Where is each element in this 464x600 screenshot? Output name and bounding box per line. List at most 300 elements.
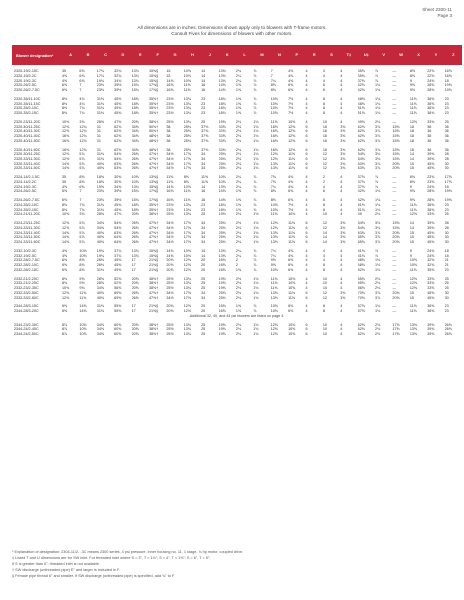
dimension-cell: 36 <box>427 147 432 152</box>
header-col: E <box>132 45 149 65</box>
dimension-cell: 37⅝ <box>201 124 209 129</box>
dimension-cell: 31⅜ <box>96 106 104 111</box>
dimension-cell: 4 <box>340 263 343 268</box>
dimension-cell: 52⅝ <box>114 276 122 281</box>
blower-designation: 2320-33/11-40C <box>14 161 41 166</box>
dimension-cell: 13⅝§ <box>148 175 159 180</box>
dimension-cell: 7⅝ <box>270 180 276 184</box>
dimension-cell: 17⅝§ <box>148 88 159 92</box>
dimension-cell: 30 <box>444 290 449 295</box>
dimension-cell: 20⅝ <box>131 119 139 124</box>
dimension-cell: — <box>392 309 397 314</box>
dimension-cell: 2 <box>322 175 325 180</box>
dimension-cell: 39⅝ <box>427 157 435 161</box>
dimension-cell: 28⅝ <box>96 281 104 286</box>
footnotes <box>12 549 452 579</box>
dimension-cell: 13¾ <box>183 286 191 291</box>
blower-designation: 2344-24/2-50C <box>14 332 39 337</box>
dimension-cell: 6⅝ <box>288 267 294 272</box>
dimension-cell: 50⅝† <box>148 124 159 129</box>
dimension-cell: 1⅛ <box>375 111 381 115</box>
dimension-cell: 12⅝ <box>270 221 278 226</box>
dimension-cell: 14⅝ <box>62 166 70 171</box>
dimension-cell: 15⅝ <box>392 129 400 134</box>
dimension-cell: 9⅝ <box>79 276 85 281</box>
dimension-cell: 34 <box>201 226 206 230</box>
dimension-cell: 36 <box>444 147 449 152</box>
dimension-cell: 31⅜ <box>96 207 104 212</box>
dimension-cell: 1⅛ <box>253 212 259 217</box>
dimension-cell: 34 <box>201 152 206 157</box>
dimension-cell: 11⅝ <box>270 212 278 217</box>
dimension-cell: 8⅝ <box>183 175 189 180</box>
header-col: S <box>323 45 340 65</box>
dimension-cell: 13¾ <box>131 69 139 74</box>
dimension-cell: 23⅜ <box>96 88 104 92</box>
dimension-cell: 12⅝ <box>183 304 191 309</box>
dimension-cell: 54⅝ <box>357 226 365 230</box>
dimension-cell: — <box>392 281 397 286</box>
dimension-cell: 10⅝ <box>218 180 226 184</box>
dimension-cell: — <box>392 119 397 124</box>
dimension-cell: 12¾ <box>79 147 87 152</box>
dimension-cell: 13⅝ <box>270 240 278 245</box>
dimension-cell: 2⅛ <box>235 129 242 134</box>
dimension-cell: 12⅝ <box>62 221 70 226</box>
dimension-cell: 2⅛ <box>235 157 242 161</box>
dimension-cell: 13⅝ <box>270 230 278 235</box>
dimension-cell: ⅞ <box>375 180 379 184</box>
dimension-cell: 17⅝ <box>183 290 191 295</box>
title-line-2: Consult Fives for dimensions of blowers with other motors. <box>171 31 293 37</box>
dimension-cell: 1⅝ <box>235 207 242 212</box>
dimension-cell: — <box>392 78 397 83</box>
dimension-cell: 42⅝ <box>357 198 365 203</box>
dimension-cell: 3⅛ <box>375 157 381 161</box>
dimension-cell: 4 <box>322 78 325 83</box>
dimension-cell: 11⅝ <box>409 106 417 111</box>
dimension-cell: 11⅝ <box>288 290 295 295</box>
dimension-cell: ⅞ <box>253 73 257 78</box>
dimension-cell: 34⅝ <box>96 322 104 327</box>
dimension-cell: 10⅝ <box>288 281 296 286</box>
dimension-cell: 15¾ <box>131 88 139 92</box>
dimension-cell: 34⅝ <box>114 184 122 189</box>
dimension-cell: 13¾ <box>183 101 191 106</box>
dimension-cell: 4 <box>340 203 343 207</box>
dimension-cell: 18⅝ <box>96 180 104 184</box>
dimension-cell: 15 <box>166 69 171 74</box>
dimension-cell: 7¾ <box>79 106 85 111</box>
dimension-cell: 6⅝ <box>288 258 294 263</box>
dimension-cell: 6 <box>305 230 308 235</box>
table-row <box>12 139 462 144</box>
dimension-cell: 25½ <box>166 281 174 286</box>
dimension-cell: 1⅛ <box>375 198 381 203</box>
dimension-cell: 1⅝ <box>235 198 242 203</box>
dimension-cell: 6 <box>305 226 308 230</box>
dimension-cell: ⅞ <box>253 258 257 263</box>
dimension-cell: 12⅝ <box>409 286 417 291</box>
title-line-1: All dimensions are in inches. Dimensions shown apply only to blowers with T-frame motors. <box>137 25 327 30</box>
dimension-cell: 3⅞ <box>375 290 381 295</box>
dimension-cell: 10⅝ <box>79 332 87 337</box>
dimension-cell: 16⅝ <box>166 198 174 203</box>
dimension-cell: 18 <box>409 124 414 129</box>
dimension-cell: 23 <box>201 203 206 207</box>
blower-designation: 2320-40/11-30C <box>14 129 41 134</box>
dimension-cell: 48⅝† <box>148 138 159 143</box>
dimension-cell: 10⅜ <box>62 286 70 291</box>
dimension-cell: 15⅝ <box>392 147 400 152</box>
dimension-cell: 21⅝§ <box>148 263 159 268</box>
dimension-cell: 4 <box>305 175 308 180</box>
dimension-cell: 54⅝ <box>357 221 365 226</box>
dimension-cell: 26⅜ <box>96 258 104 263</box>
dimension-cell: 25 <box>201 332 206 337</box>
dimension-cell: 2⅛ <box>235 295 242 300</box>
dimension-cell: 2⅛ <box>375 322 381 327</box>
blower-designation: 2324-23/11-25C <box>14 221 41 226</box>
dimension-cell: 13⅝ <box>270 290 278 295</box>
dimension-cell: 49⅝ <box>114 267 122 272</box>
dimension-cell: 1⅝ <box>235 267 242 272</box>
dimension-cell: 13¾ <box>183 119 191 124</box>
dimension-cell: 5⅞ <box>79 230 85 235</box>
dimension-cell: 65⅝ <box>357 240 365 245</box>
dimension-cell: 18¾ <box>218 101 226 106</box>
dimension-cell: 36⅝ <box>427 207 435 212</box>
blower-designation: 2320-35/2-15C <box>14 111 39 115</box>
dimension-cell: 4 <box>305 106 308 111</box>
dimension-cell: 15 <box>166 73 171 78</box>
dimension-cell: 25 <box>201 327 206 332</box>
header-col: K <box>219 45 236 65</box>
blower-designation: 2332-28/2-15C <box>14 267 39 272</box>
table-row <box>12 203 462 208</box>
dimension-cell: 28 <box>444 152 449 157</box>
dimension-cell: 25⅜ <box>183 147 191 152</box>
dimension-cell: 13⅜ <box>218 253 226 258</box>
dimension-cell: 1⅝ <box>235 309 242 314</box>
dimension-cell: 10 <box>322 332 327 337</box>
dimension-cell: 15¾ <box>131 83 139 88</box>
dimension-cell: 6⅝ <box>62 304 68 309</box>
dimension-cell: 10⅝ <box>131 180 139 184</box>
footnote: ‡ Listed T and U dimensions are for SW inlet. For threaded inlet where S = 3", T = 1⅛"; S = 4", T = 1⅜"; S = 6", T = 5"; <box>12 556 211 560</box>
dimension-cell: 11⅝ <box>288 240 295 245</box>
dimension-cell: 34 <box>201 240 206 245</box>
dimension-cell: 20⅝ <box>131 327 139 332</box>
dimension-cell: 7 <box>79 198 82 203</box>
dimension-cell: 4 <box>340 253 343 258</box>
dimension-cell: 10⅝ <box>131 175 139 180</box>
dimension-cell: 14⅝ <box>166 253 174 258</box>
dimension-cell: 20⅝ <box>166 258 174 263</box>
dimension-cell: 31⅜ <box>96 267 104 272</box>
dimension-cell: 35 <box>62 180 67 184</box>
table-row <box>12 88 462 93</box>
blower-designation: 2324-33/11-30C <box>14 226 41 230</box>
dimension-cell: 39½ <box>114 198 122 203</box>
dimension-cell: 49⅝ <box>357 119 365 124</box>
dimension-cell: 14⅝ <box>79 304 87 309</box>
dimension-cell: 2 <box>235 263 238 268</box>
dimension-cell: 20⅝ <box>131 281 139 286</box>
dimension-cell: 45⅝ <box>114 203 122 207</box>
dimension-cell: 2¼ <box>235 69 242 74</box>
dimension-cell: 48⅝ <box>357 258 365 263</box>
dimension-cell: 12 <box>322 221 327 226</box>
dimension-cell: 13⅝ <box>270 166 278 171</box>
dimension-cell: 13⅝ <box>270 235 278 240</box>
dimension-cell: 8⅝ <box>270 88 276 92</box>
dimension-cell: 20⅝ <box>131 276 139 281</box>
dimension-cell: 21⅝§ <box>148 309 159 314</box>
dimension-cell: 3⅛ <box>375 221 381 226</box>
dimension-cell: 26⅝ <box>131 295 139 300</box>
blower-designation: 2332-21/2-25C <box>14 281 39 286</box>
dimension-cell: 23⅜ <box>96 189 104 194</box>
dimension-cell: 26⅝ <box>131 152 139 157</box>
dimension-cell: 31⅜ <box>96 309 104 314</box>
dimension-cell: 39⅝ <box>427 152 435 157</box>
dimension-cell: 23⅜ <box>96 198 104 203</box>
dimension-cell: 8⅞ <box>62 322 68 327</box>
dimension-cell: 47⅝† <box>148 157 159 161</box>
dimension-cell: 62⅝ <box>357 147 365 152</box>
dimension-cell: 6⅝ <box>288 263 294 268</box>
dimension-cell: 7¼ <box>270 78 276 83</box>
dimension-cell: 37⅝ <box>357 78 365 83</box>
dimension-cell: 4¾ <box>79 96 85 101</box>
dimension-cell: 11⅝ <box>288 166 295 171</box>
blower-designation: 2332-10/2-3C <box>14 249 37 253</box>
dimension-cell: 10⅝ <box>270 304 278 309</box>
dimension-cell: 1⅛ <box>253 157 259 161</box>
dimension-cell: 31⅜ <box>96 157 104 161</box>
dimension-cell: 23 <box>444 203 449 207</box>
dimension-cell: 45⅝ <box>114 96 122 101</box>
header-col: R <box>305 45 322 65</box>
dimension-cell: 31 <box>96 124 101 129</box>
dimension-cell: 36⅝ <box>427 203 435 207</box>
dimension-cell: 23 <box>444 111 449 115</box>
dimension-cell: 17¾ <box>96 69 104 74</box>
dimension-cell: 62⅝ <box>357 124 365 129</box>
table-row <box>12 120 462 125</box>
dimension-cell: 2⅛ <box>375 327 381 332</box>
dimension-cell: 12⅝ <box>62 295 70 300</box>
dimension-cell: 11⅝ <box>409 111 417 115</box>
dimension-cell: 4 <box>340 101 343 106</box>
dimension-cell: 23 <box>444 101 449 106</box>
dimension-cell: 35⅝† <box>148 207 159 212</box>
dimension-cell: 4 <box>340 322 343 327</box>
dimension-cell: 6⅝ <box>62 198 68 203</box>
dimension-cell: 3⅞ <box>375 295 381 300</box>
dimension-cell: 15⅝ <box>392 157 400 161</box>
dimension-cell: 7¾ <box>79 111 85 115</box>
dimension-cell: 4 <box>340 249 343 253</box>
dimension-cell: 6⅝ <box>62 309 68 314</box>
dimension-cell: 16⅝ <box>270 147 278 152</box>
dimension-cell: 18⅝ <box>131 101 139 106</box>
dimension-cell: 39⅝ <box>427 322 435 327</box>
dimension-cell: 4⅝ <box>62 253 68 258</box>
dimension-cell: 45⅝ <box>114 258 122 263</box>
dimension-cell: 17⅝ <box>183 157 191 161</box>
dimension-cell: 14 <box>201 69 206 74</box>
blower-designation: 2320-19/2-3C <box>14 78 37 83</box>
dimension-cell: 7¾ <box>79 203 85 207</box>
dimension-cell: 10⅝ <box>79 327 87 332</box>
dimension-cell: 13¾ <box>131 184 139 189</box>
dimension-cell: 5⅞ <box>79 152 85 157</box>
dimension-cell: 25 <box>444 276 449 281</box>
dimension-cell: ⅞ <box>253 309 257 314</box>
dimension-cell: 10⅝ <box>270 309 278 314</box>
dimension-cell: 7¾ <box>79 207 85 212</box>
dimension-cell: 7⅝ <box>270 175 276 180</box>
dimension-cell: 25⅜ <box>218 230 226 235</box>
dimension-cell: 62⅝ <box>357 138 365 143</box>
dimension-cell: 34½ <box>166 226 174 230</box>
dimension-cell: 48⅝ <box>357 101 365 106</box>
dimension-cell: 65⅝ <box>357 235 365 240</box>
dimension-cell: 62⅝ <box>114 124 122 129</box>
dimension-cell: 4 <box>340 184 343 189</box>
dimension-cell: 4 <box>340 88 343 92</box>
dimension-cell: 12 <box>322 161 327 166</box>
header-col: P <box>288 45 305 65</box>
dimension-cell: 12 <box>322 290 327 295</box>
blower-designation: 2324-33/11-60C <box>14 240 41 245</box>
dimension-cell: 16⅝ <box>218 267 226 272</box>
dimension-cell: 23½ <box>166 203 174 207</box>
blower-designation: 2324-14/2-1.5C <box>14 175 40 180</box>
dimension-cell: 9 <box>409 78 412 83</box>
dimension-cell: 60⅝ <box>114 327 122 332</box>
dimension-cell: 8 <box>322 101 325 106</box>
header-col: L <box>236 45 253 65</box>
dimension-cell: — <box>392 184 397 189</box>
dimension-cell: 20 <box>201 304 206 309</box>
dimension-cell: 8⅜ <box>62 281 68 286</box>
dimension-cell: 15 <box>409 240 414 245</box>
dimension-cell: 12¾ <box>79 129 87 134</box>
dimension-cell: 15⅝ <box>392 138 400 143</box>
dimension-cell: 3⅛ <box>375 226 381 230</box>
dimension-cell: 9⅝ <box>79 286 85 291</box>
dimension-cell: 5⅞ <box>79 166 85 171</box>
dimension-cell: 55⅝ <box>114 304 122 309</box>
dimension-cell: 34½ <box>166 235 174 240</box>
dimension-cell: 2⅛ <box>375 276 381 281</box>
dimension-cell: 62⅝ <box>357 327 365 332</box>
dimension-cell: 51⅝ <box>357 111 365 115</box>
dimension-cell: 15⅝§ <box>148 249 159 253</box>
dimension-cell: 25⅜ <box>218 152 226 157</box>
dimension-cell: 11⅝ <box>288 230 295 235</box>
dimension-cell: 30⅝ <box>114 175 122 180</box>
dimension-cell: 25⅜ <box>218 290 226 295</box>
dimension-cell: 13⅝§ <box>148 180 159 184</box>
dimension-cell: 10⅝ <box>218 175 226 180</box>
header-col: D <box>114 45 131 65</box>
dimension-cell: 3⅝ <box>340 147 346 152</box>
dimension-cell: — <box>392 263 397 268</box>
dimension-cell: 16 <box>201 83 206 88</box>
table-row <box>12 212 462 217</box>
dimension-cell: 1⅛ <box>253 281 259 286</box>
dimension-cell: 34⅝ <box>131 129 139 134</box>
blower-designation: 2324-33/11-40C <box>14 230 41 235</box>
dimension-cell: 2¼ <box>235 78 242 83</box>
dimension-cell: 48⅝ <box>357 96 365 101</box>
dimension-cell: 4 <box>305 203 308 207</box>
dimension-cell: 13¾ <box>131 73 139 78</box>
dimension-cell: 11⅝ <box>183 83 191 88</box>
blower-designation: 2332-23/2-30C <box>14 286 39 291</box>
dimension-cell: — <box>392 96 397 101</box>
dimension-cell: 33⅝ <box>218 124 226 129</box>
dimension-cell: 39⅝ <box>427 221 435 226</box>
dimension-cell: 28 <box>444 157 449 161</box>
dimension-cell: 20⅝ <box>131 322 139 327</box>
dimension-cell: 3⅞ <box>375 240 381 245</box>
dimension-cell: 13¾ <box>131 78 139 83</box>
dimension-cell: 23½ <box>166 101 174 106</box>
dimension-cell: 34½ <box>166 290 174 295</box>
dimension-cell: 15⅝§ <box>148 69 159 74</box>
dimension-cell: 4⅝ <box>288 180 294 184</box>
dimension-cell: 47⅝† <box>148 235 159 240</box>
dimension-cell: 34⅝ <box>131 138 139 143</box>
dimension-cell: 36 <box>444 124 449 129</box>
dimension-cell: 25½ <box>166 332 174 337</box>
dimension-cell: 38 <box>166 134 171 138</box>
dimension-cell: 17⅝ <box>183 295 191 300</box>
dimension-cell: 54⅝ <box>114 226 122 230</box>
dimension-cell: 9⅝ <box>409 83 415 88</box>
header-col: C <box>97 45 114 65</box>
dimension-cell: 54⅝ <box>357 157 365 161</box>
dimension-cell: 3⅝ <box>340 129 346 134</box>
dimension-cell: 15⅝ <box>392 134 400 138</box>
dimension-cell: 18 <box>409 147 414 152</box>
dimension-cell: 12⅝ <box>183 263 191 268</box>
dimension-cell: 17⅝ <box>183 166 191 171</box>
dimension-cell: 17 <box>131 267 136 272</box>
dimension-cell: 4 <box>340 207 343 212</box>
dimension-cell: 45⅝ <box>114 207 122 212</box>
table-row <box>12 157 462 162</box>
dimension-cell: 45⅝ <box>114 111 122 115</box>
dimension-cell: 2¼ <box>235 253 242 258</box>
dimension-cell: ⅞ <box>375 184 379 189</box>
dimension-cell: 16⅝ <box>270 134 278 138</box>
dimension-cell: 10⅝ <box>288 322 296 327</box>
dimension-cell: — <box>392 304 397 309</box>
dimension-cell: 12⅝ <box>409 281 417 286</box>
dimension-cell: 10⅝ <box>183 73 191 78</box>
dimension-cell: 3 <box>322 69 325 74</box>
dimension-cell: ⅞ <box>375 78 379 83</box>
blower-designation: 2324-14/2-2C <box>14 180 37 184</box>
dimension-cell: 15⅝§ <box>148 184 159 189</box>
dimension-cell: 10 <box>322 281 327 286</box>
